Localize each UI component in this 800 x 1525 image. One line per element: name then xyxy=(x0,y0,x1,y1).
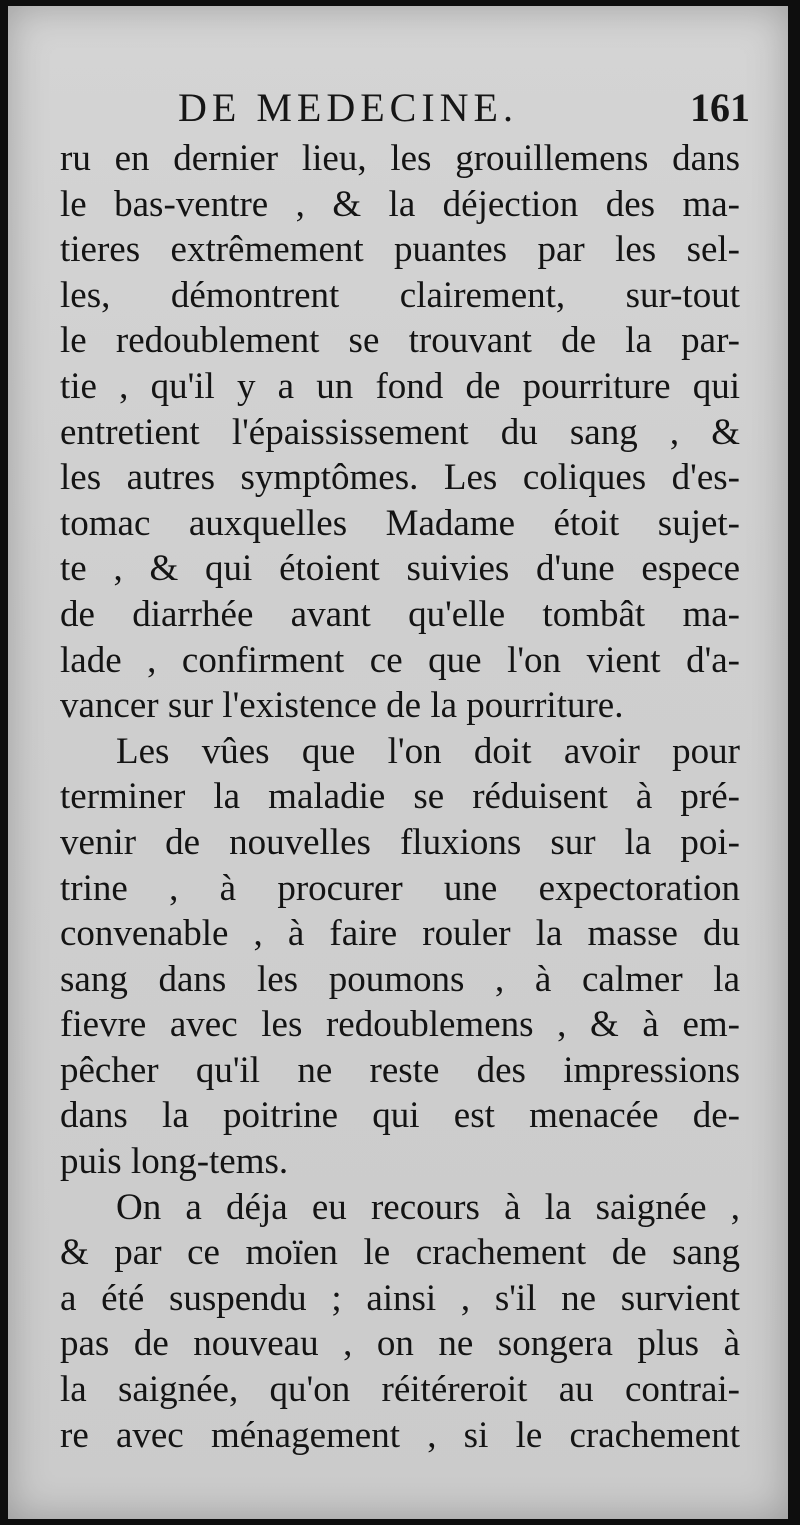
text-line: terminer la maladie se réduisent à pré- xyxy=(60,776,740,818)
text-line: la saignée, qu'on réitéreroit au contrai- xyxy=(60,1369,740,1411)
text-line: fievre avec les redoublemens , & à em- xyxy=(60,1004,740,1046)
text-line: entretient l'épaississement du sang , & xyxy=(60,411,740,453)
text-line: le bas-ventre , & la déjection des ma- xyxy=(60,183,740,225)
text-line: ru en dernier lieu, les grouillemens dans xyxy=(60,138,740,179)
text-line: te , & qui étoient suivies d'une espece xyxy=(60,548,740,590)
text-line: vancer sur l'existence de la pourriture. xyxy=(60,685,624,727)
text-line: tomac auxquelles Madame étoit sujet- xyxy=(60,502,740,544)
text-line: & par ce moïen le crachement de sang xyxy=(60,1232,740,1274)
paragraph-start-line: Les vûes que l'on doit avoir pour xyxy=(116,730,740,772)
text-line: les autres symptômes. Les coliques d'es- xyxy=(60,457,740,499)
text-line: sang dans les poumons , à calmer la xyxy=(60,958,740,1000)
page-header xyxy=(178,84,750,134)
text-line: venir de nouvelles fluxions sur la poi- xyxy=(60,821,740,863)
text-line: lade , confirment ce que l'on vient d'a- xyxy=(60,639,740,681)
body-text xyxy=(60,136,740,1458)
text-line: re avec ménagement , si le crachement xyxy=(60,1414,740,1456)
text-line: dans la poitrine qui est menacée de- xyxy=(60,1095,740,1137)
text-line: de diarrhée avant qu'elle tombât ma- xyxy=(60,593,740,635)
book-page xyxy=(8,6,788,1519)
text-line: le redoublement se trouvant de la par- xyxy=(60,320,740,362)
text-line: a été suspendu ; ainsi , s'il ne survient xyxy=(60,1277,740,1319)
text-line: tieres extrêmement puantes par les sel- xyxy=(60,229,740,271)
text-line: puis long-tems. xyxy=(60,1141,289,1183)
paragraph-start-line: On a déja eu recours à la saignée , xyxy=(116,1186,740,1228)
text-line: pas de nouveau , on ne songera plus à xyxy=(60,1323,740,1365)
text-line: trine , à procurer une expectoration xyxy=(60,867,740,909)
page-number: 161 xyxy=(690,85,750,130)
text-line: les, démontrent clairement, sur-tout xyxy=(60,274,740,316)
text-line: pêcher qu'il ne reste des impressions xyxy=(60,1049,740,1091)
text-line: convenable , à faire rouler la masse du xyxy=(60,913,740,955)
running-title: DE MEDECINE. xyxy=(178,85,518,130)
text-line: tie , qu'il y a un fond de pourriture qui xyxy=(60,365,740,407)
